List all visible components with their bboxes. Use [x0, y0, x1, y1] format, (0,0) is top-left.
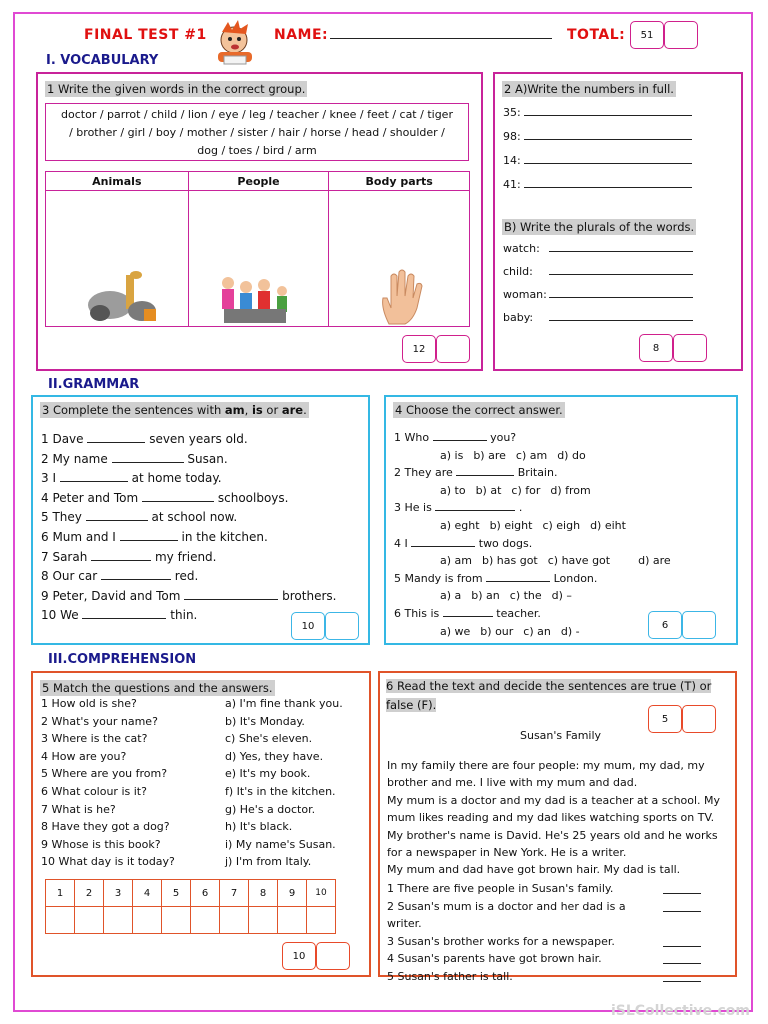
question-start: 1 Who — [394, 431, 430, 444]
match-question: 6 What colour is it? — [41, 784, 147, 798]
mc-question — [394, 429, 681, 447]
blank-answer[interactable] — [456, 466, 514, 476]
blank-answer[interactable] — [142, 492, 214, 502]
answer-option[interactable]: a) eght — [440, 518, 480, 532]
tf-answer[interactable] — [663, 972, 701, 982]
plural-label: woman: — [503, 288, 547, 301]
match-answer: f) It's in the kitchen. — [225, 784, 336, 798]
grid-number: 9 — [278, 880, 307, 907]
blank-answer[interactable] — [184, 590, 278, 600]
answer-option[interactable]: b) eight — [489, 518, 533, 532]
hand-illustration-icon — [377, 268, 427, 326]
total-max: 51 — [630, 21, 664, 49]
tf-statement — [387, 933, 727, 951]
match-answer: c) She's eleven. — [225, 732, 313, 746]
grid-answer-cell[interactable] — [307, 907, 336, 934]
question-start: 2 They are — [394, 466, 453, 480]
grid-number: 10 — [307, 880, 336, 907]
mc-question — [394, 499, 681, 517]
task3-sentences — [41, 430, 336, 626]
grammar-sentence — [41, 567, 336, 587]
task6-instruction: 6 Read the text and decide the sentences are true (T) or false (F). — [386, 679, 712, 712]
blank-answer[interactable] — [411, 537, 475, 547]
number-label: 41: — [503, 178, 521, 191]
grammar-sentence — [41, 548, 336, 568]
answer-option[interactable]: b) our — [480, 624, 514, 638]
blank-answer[interactable] — [486, 572, 550, 582]
question-end: . — [518, 501, 523, 515]
plurals-list — [503, 237, 693, 329]
match-answer: b) It's Monday. — [225, 714, 305, 728]
tf-answer[interactable] — [663, 937, 701, 947]
number-label: 35: — [503, 106, 521, 119]
col-animals: Animals — [46, 172, 189, 191]
task5-score-input[interactable] — [316, 942, 350, 970]
blank-answer[interactable] — [433, 431, 487, 441]
statement-text: 3 Susan's brother works for a newspaper. — [387, 934, 615, 948]
task1-score-box — [402, 335, 470, 363]
match-answer: g) He's a doctor. — [225, 802, 316, 816]
reading-title: Susan's Family — [520, 729, 602, 742]
task5-max: 10 — [282, 942, 316, 970]
plural-answer[interactable] — [549, 288, 693, 298]
task4-instruction: 4 Choose the correct answer. — [395, 403, 563, 417]
question-end: two dogs. — [478, 536, 533, 550]
grid-number: 6 — [191, 880, 220, 907]
grid-number: 4 — [133, 880, 162, 907]
task3-max: 10 — [291, 612, 325, 640]
grid-answer-cell[interactable] — [104, 907, 133, 934]
grid-answer-cell[interactable] — [278, 907, 307, 934]
match-question: 1 How old is she? — [41, 697, 137, 710]
answer-option[interactable]: c) have got — [547, 554, 611, 568]
section-grammar: II.GRAMMAR — [48, 377, 140, 392]
task5-score-box — [282, 942, 350, 970]
answer-option[interactable]: c) the — [509, 589, 542, 603]
blank-answer[interactable] — [443, 607, 493, 617]
reading-paragraph: My mum is a doctor and my dad is a teacher at a school. My mum likes reading and my dad likes watching sports on TV. My brother's name is David. He's 25 years old and he works for a newspaper in New York. He is a writer. — [387, 793, 721, 860]
sentence-start: 7 Sarah — [41, 549, 88, 564]
answer-option[interactable]: c) eigh — [542, 518, 581, 532]
section-comprehension: III.COMPREHENSION — [48, 652, 197, 667]
answer-option[interactable]: c) am — [515, 448, 548, 462]
number-answer[interactable] — [524, 154, 692, 164]
sentence-start: 5 They — [41, 510, 82, 525]
grid-answer-cell[interactable] — [46, 907, 75, 934]
options-row — [394, 552, 681, 570]
plural-label: watch: — [503, 242, 540, 255]
name-field[interactable] — [330, 38, 552, 39]
grid-number: 2 — [75, 880, 104, 907]
sentence-end: schoolboys. — [217, 490, 289, 505]
blank-answer[interactable] — [435, 501, 515, 511]
grid-number: 7 — [220, 880, 249, 907]
match-question: 9 Whose is this book? — [41, 837, 161, 851]
answer-option[interactable]: d) are — [638, 554, 671, 568]
answer-option[interactable]: b) has got — [482, 554, 538, 568]
answer-option[interactable]: d) do — [557, 448, 586, 462]
grid-answer-cell[interactable] — [249, 907, 278, 934]
people-illustration-icon — [216, 273, 294, 327]
grid-number: 8 — [249, 880, 278, 907]
match-question: 3 Where is the cat? — [41, 732, 148, 746]
task6-max: 5 — [648, 705, 682, 733]
answer-option[interactable]: b) are — [473, 448, 506, 462]
grid-number: 5 — [162, 880, 191, 907]
plural-answer[interactable] — [549, 265, 693, 275]
section-vocabulary: I. VOCABULARY — [46, 53, 159, 68]
task5-instruction: 5 Match the questions and the answers. — [42, 681, 273, 695]
sentence-end: brothers. — [282, 588, 337, 603]
plural-answer[interactable] — [549, 311, 693, 321]
plural-label: baby: — [503, 311, 534, 324]
question-end: London. — [553, 571, 598, 585]
grid-answer-cell[interactable] — [75, 907, 104, 934]
grammar-sentence — [41, 528, 336, 548]
task4-max: 6 — [648, 611, 682, 639]
sentence-end: at school now. — [151, 510, 238, 525]
question-start: 4 I — [394, 536, 408, 550]
sentence-start: 8 Our car — [41, 569, 98, 584]
answer-option[interactable]: b) an — [471, 589, 500, 603]
grammar-sentence — [41, 450, 336, 470]
tf-statement — [387, 898, 727, 933]
total-score-box — [630, 21, 698, 49]
question-end: Britain. — [517, 466, 558, 480]
answer-option[interactable]: a) am — [440, 554, 472, 568]
answer-option[interactable]: b) at — [475, 483, 502, 497]
question-end: teacher. — [496, 606, 541, 620]
task2a-instruction: 2 A)Write the numbers in full. — [504, 82, 674, 96]
options-row — [394, 623, 681, 641]
total-label: TOTAL: — [567, 27, 626, 43]
answer-option[interactable]: d) - — [560, 624, 580, 638]
match-answer: i) My name's Susan. — [225, 837, 336, 851]
task2-score-input[interactable] — [673, 334, 707, 362]
match-answer: h) It's black. — [225, 820, 293, 834]
grammar-sentence — [41, 469, 336, 489]
grammar-sentence — [41, 587, 336, 607]
answer-option[interactable]: a) is — [440, 448, 464, 462]
mc-question — [394, 605, 681, 623]
col-body-parts: Body parts — [329, 172, 470, 191]
task2-max: 8 — [639, 334, 673, 362]
number-label: 14: — [503, 154, 521, 167]
answer-option[interactable]: d) eiht — [590, 518, 626, 532]
sentence-end: seven years old. — [149, 432, 248, 446]
blank-answer[interactable] — [112, 453, 184, 463]
sentence-end: at home today. — [131, 471, 222, 486]
task4-score-input[interactable] — [682, 611, 716, 639]
blank-answer[interactable] — [120, 531, 178, 541]
test-title: FINAL TEST #1 — [84, 27, 207, 43]
reading-paragraph: In my family there are four people: my mum, my dad, my brother and me. I live with my mum and dad. — [387, 759, 705, 790]
match-question: 7 What is he? — [41, 802, 116, 816]
tf-statement — [387, 950, 727, 968]
number-answer[interactable] — [524, 178, 692, 188]
reading-text — [387, 757, 727, 879]
blank-answer[interactable] — [101, 570, 171, 580]
number-label: 98: — [503, 130, 521, 143]
blank-answer[interactable] — [60, 472, 128, 482]
plural-label: child: — [503, 265, 533, 278]
tf-answer[interactable] — [663, 902, 701, 912]
task1-max: 12 — [402, 335, 436, 363]
options-row — [394, 482, 681, 500]
grid-number: 1 — [46, 880, 75, 907]
task4-questions — [394, 429, 681, 640]
answer-option[interactable]: d) – — [551, 589, 572, 603]
sentence-end: thin. — [170, 608, 198, 623]
numbers-list — [503, 101, 692, 197]
task1-score-input[interactable] — [436, 335, 470, 363]
cartoon-boy-icon — [208, 16, 264, 68]
task6-score-box — [648, 705, 716, 733]
task2b-instruction: B) Write the plurals of the words. — [504, 220, 695, 234]
sentence-end: in the kitchen. — [181, 529, 268, 544]
match-answer: d) Yes, they have. — [225, 749, 324, 763]
options-row — [394, 447, 681, 465]
answer-option[interactable]: d) from — [550, 483, 591, 497]
number-answer[interactable] — [524, 106, 692, 116]
blank-answer[interactable] — [87, 433, 145, 443]
tf-statement — [387, 880, 727, 898]
statement-text: 5 Susan's father is tall. — [387, 969, 513, 983]
answer-option[interactable]: c) an — [523, 624, 551, 638]
statement-text: 2 Susan's mum is a doctor and her dad is a writer. — [387, 899, 626, 931]
sentence-start: 6 Mum and I — [41, 529, 116, 544]
statement-text: 4 Susan's parents have got brown hair. — [387, 952, 602, 966]
question-start: 6 This is — [394, 606, 440, 620]
tf-answer[interactable] — [663, 954, 701, 964]
sentence-end: red. — [174, 569, 199, 584]
sentence-start: 10 We — [41, 608, 79, 623]
sentence-start: 4 Peter and Tom — [41, 490, 139, 505]
sentence-start: 1 Dave — [41, 432, 84, 446]
question-end: you? — [490, 431, 517, 444]
sentence-start: 9 Peter, David and Tom — [41, 588, 181, 603]
sentence-start: 2 My name — [41, 451, 108, 466]
match-answer: a) I'm fine thank you. — [225, 697, 343, 710]
answer-option[interactable]: a) to — [440, 483, 466, 497]
match-question: 5 Where are you from? — [41, 767, 168, 781]
question-start: 5 Mandy is from — [394, 571, 483, 585]
tf-answer[interactable] — [663, 884, 701, 894]
number-answer[interactable] — [524, 130, 692, 140]
task5-answers — [225, 695, 343, 871]
task2-score-box — [639, 334, 707, 362]
tf-statement — [387, 968, 727, 986]
answer-grid — [45, 879, 336, 934]
col-people: People — [188, 172, 329, 191]
sentence-start: 3 I — [41, 471, 56, 486]
word-bank: doctor / parrot / child / lion / eye / leg / teacher / knee / feet / cat / tiger / brother / girl / boy / mother / sister / hair / horse / head / shoulder / dog / toes / bird / arm — [45, 103, 469, 161]
task6-score-input[interactable] — [682, 705, 716, 733]
answer-option[interactable]: c) for — [511, 483, 541, 497]
answer-option[interactable]: a) a — [440, 589, 462, 603]
grammar-sentence — [41, 508, 336, 528]
blank-answer[interactable] — [91, 551, 151, 561]
mc-question — [394, 464, 681, 482]
task3-score-box — [291, 612, 359, 640]
match-question: 8 Have they got a dog? — [41, 820, 170, 834]
total-score-input[interactable] — [664, 21, 698, 49]
name-label: NAME: — [274, 27, 329, 43]
task5-questions — [41, 695, 175, 871]
options-row — [394, 587, 681, 605]
grid-number: 3 — [104, 880, 133, 907]
statement-text: 1 There are five people in Susan's family. — [387, 882, 614, 895]
grid-answer-cell[interactable] — [220, 907, 249, 934]
grammar-sentence — [41, 489, 336, 509]
blank-answer[interactable] — [82, 609, 166, 619]
sentence-end: my friend. — [154, 549, 217, 564]
animals-illustration-icon — [80, 265, 160, 327]
mc-question — [394, 535, 681, 553]
mc-question — [394, 570, 681, 588]
task4-score-box — [648, 611, 716, 639]
task3-score-input[interactable] — [325, 612, 359, 640]
plural-answer[interactable] — [549, 242, 693, 252]
match-answer: e) It's my book. — [225, 767, 311, 781]
task1-instruction: 1 Write the given words in the correct group. — [47, 82, 306, 96]
match-question: 10 What day is it today? — [41, 855, 175, 869]
grammar-sentence — [41, 430, 336, 450]
task6-statements — [387, 880, 727, 986]
task3-instruction: 3 Complete the sentences with am, is or are. — [42, 403, 307, 417]
match-question: 2 What's your name? — [41, 714, 158, 728]
footer-watermark: iSLCollective.com — [610, 1003, 750, 1019]
options-row — [394, 517, 681, 535]
match-answer: j) I'm from Italy. — [225, 855, 312, 869]
sentence-end: Susan. — [187, 451, 228, 466]
blank-answer[interactable] — [86, 511, 148, 521]
grid-answer-cell[interactable] — [162, 907, 191, 934]
answer-option[interactable]: a) we — [440, 624, 471, 638]
reading-paragraph: My mum and dad have got brown hair. My dad is tall. — [387, 863, 681, 877]
grid-answer-cell[interactable] — [191, 907, 220, 934]
grid-answer-cell[interactable] — [133, 907, 162, 934]
match-question: 4 How are you? — [41, 749, 127, 763]
question-start: 3 He is — [394, 501, 432, 515]
